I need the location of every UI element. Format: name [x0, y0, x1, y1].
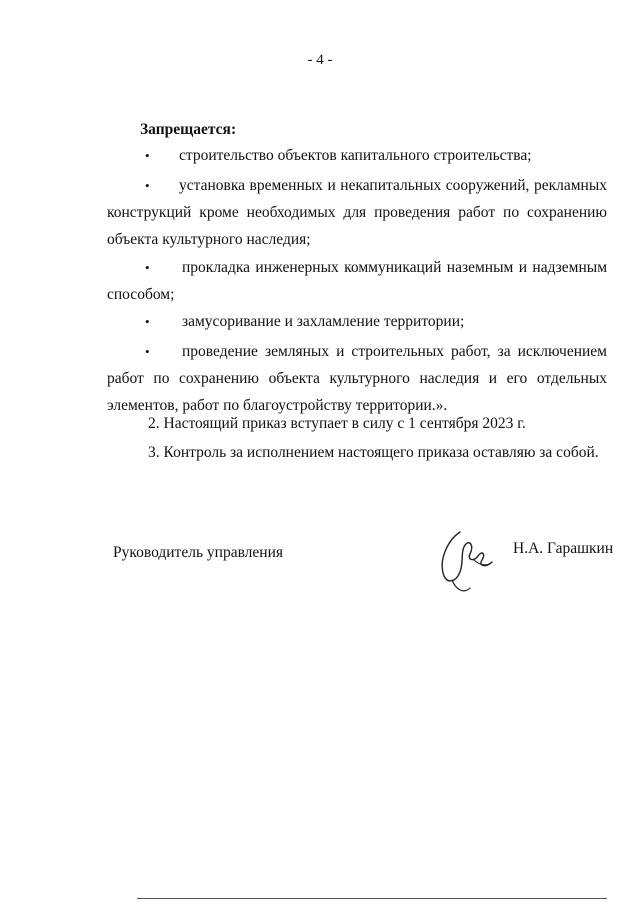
page-number: - 4 - — [307, 52, 333, 68]
signatory-name: Н.А. Гарашкин — [513, 540, 614, 557]
prohibited-heading: Запрещается: — [140, 121, 237, 138]
bullet-line: проведение земляных и строительных работ, за исключением — [182, 343, 607, 360]
bullet-line: конструкций кроме необходимых для проведения работ по сохранению — [107, 204, 607, 221]
handwritten-signature-icon — [430, 520, 500, 600]
bullet-line: установка временных и некапитальных сооружений, рекламных — [179, 177, 607, 194]
paragraph-effective-date: 2. Настоящий приказ вступает в силу с 1 сентября 2023 г. — [148, 415, 526, 432]
bullet-line: замусоривание и захламление территории; — [182, 313, 465, 330]
bullet-icon: • — [145, 344, 150, 359]
bullet-line: строительство объектов капитального строительства; — [179, 147, 532, 164]
bullet-icon: • — [145, 314, 150, 329]
bullet-icon: • — [145, 260, 150, 275]
bullet-line: способом; — [107, 286, 175, 303]
bullet-item — [107, 172, 607, 253]
bullet-icon: • — [145, 148, 150, 163]
bullet-item — [107, 338, 607, 419]
paragraph-control: 3. Контроль за исполнением настоящего приказа оставляю за собой. — [148, 444, 599, 461]
bullet-item — [107, 254, 607, 308]
bullet-item — [107, 308, 607, 335]
bullet-line: работ по сохранению объекта культурного наследия и его отдельных — [107, 370, 607, 387]
bullet-line: элементов, работ по благоустройству территории.». — [107, 397, 448, 414]
bullet-icon: • — [145, 178, 150, 193]
signatory-title: Руководитель управления — [113, 544, 284, 561]
bullet-line: объекта культурного наследия; — [107, 231, 311, 248]
page-bottom-divider — [137, 898, 607, 899]
bullet-item — [107, 142, 607, 169]
bullet-line: прокладка инженерных коммуникаций наземным и надземным — [182, 259, 607, 276]
